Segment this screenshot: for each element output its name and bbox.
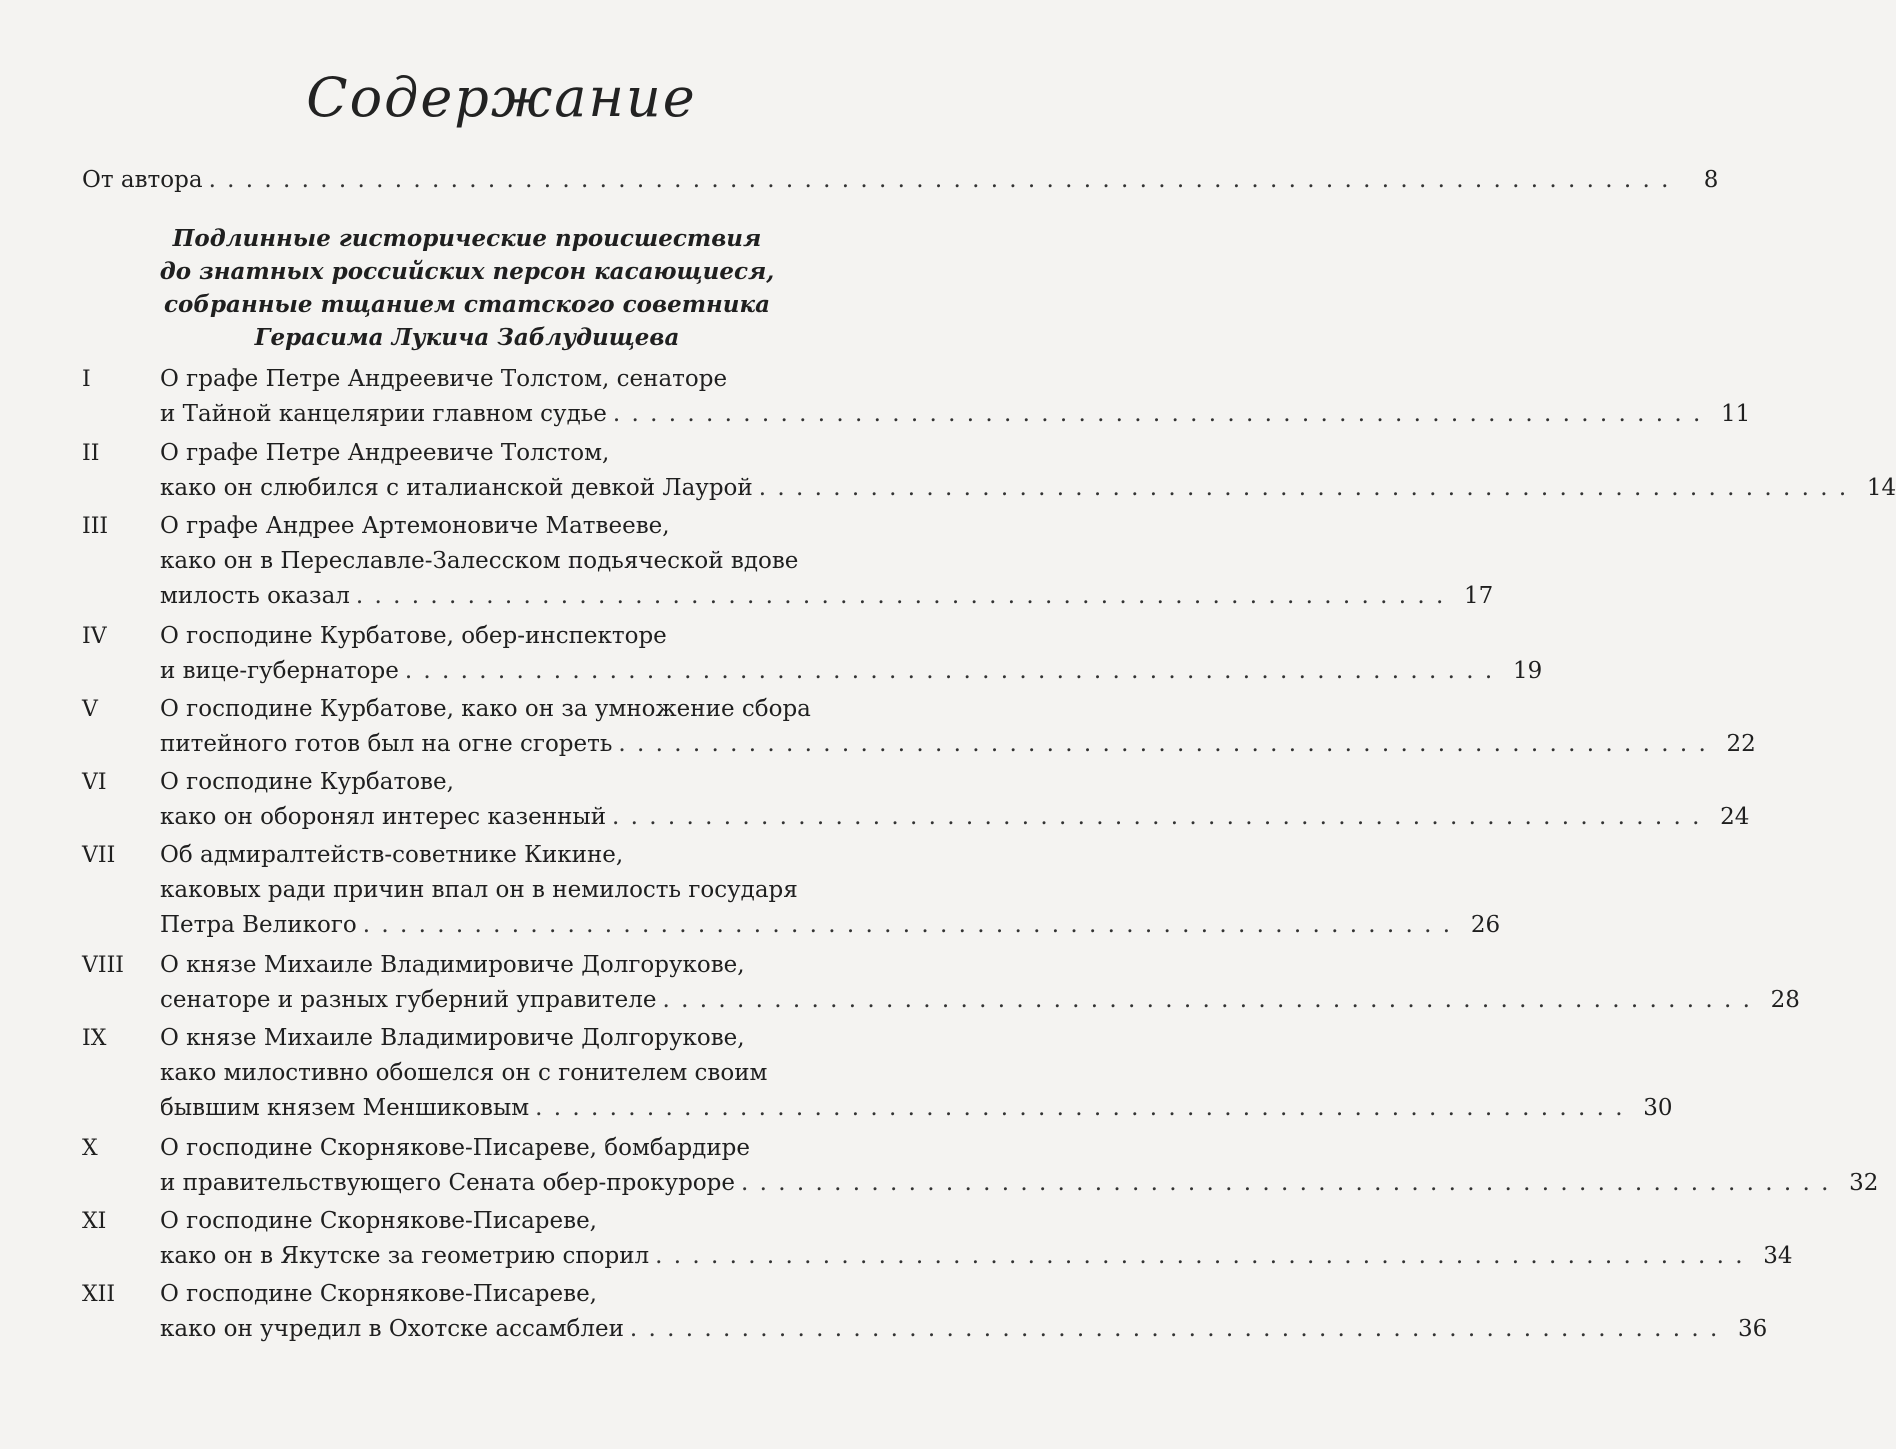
chapter-number: III <box>82 514 109 539</box>
dot-leader: . . . . . . . . . . . . . . . . . . . . . . . . . . . . . . . . . . . . . . . . . . . . . . . . . . . . . . . . . . . <box>758 475 1849 501</box>
chapter-number: VII <box>82 843 116 868</box>
chapter-number: V <box>82 697 98 722</box>
page-number: 8 <box>1703 167 1719 193</box>
toc-entry-line: каковых ради причин впал он в немилость государя <box>160 877 798 903</box>
chapter-number: X <box>82 1136 98 1161</box>
toc-entry-line: О графе Петре Андреевиче Толстом, сенаторе <box>160 366 728 392</box>
heading-line: Подлинные гисторические происшествия <box>172 225 762 252</box>
toc-entry-line: Петра Великого <box>160 912 357 938</box>
toc-entry-line: О господине Скорнякове-Писареве, бомбардире <box>160 1135 750 1161</box>
toc-entry-line: О князе Михаиле Владимировиче Долгорукове, <box>160 1025 745 1051</box>
page-number: 17 <box>1464 583 1494 609</box>
page-number: 11 <box>1721 401 1751 427</box>
toc-entry-line: сенаторе и разных губерний управителе <box>160 987 657 1013</box>
dot-leader: . . . . . . . . . . . . . . . . . . . . . . . . . . . . . . . . . . . . . . . . . . . . . . . . . . . . . . . . . . . <box>355 583 1446 609</box>
heading-line: Герасима Лукича Заблудищева <box>254 324 680 351</box>
chapter-number: IV <box>82 624 107 649</box>
heading-line: до знатных российских персон касающиеся, <box>159 258 775 285</box>
toc-entry-line: О графе Петре Андреевиче Толстом, <box>160 440 610 466</box>
chapter-number: VI <box>82 770 107 795</box>
toc-entry-line: како он в Переславле-Залесском подьяческой вдове <box>160 548 799 574</box>
chapter-number: IX <box>82 1026 107 1051</box>
page-number: 24 <box>1720 804 1750 830</box>
chapter-number: VIII <box>82 953 124 978</box>
page-title: Содержание <box>306 66 697 129</box>
dot-leader: . . . . . . . . . . . . . . . . . . . . . . . . . . . . . . . . . . . . . . . . . . . . . . . . . . . . . . . . . . . <box>655 1243 1745 1269</box>
chapter-number: XI <box>82 1209 107 1234</box>
toc-entry-line: милость оказал <box>160 583 350 609</box>
page-number: 26 <box>1470 912 1501 938</box>
toc-entry-line: О графе Андрее Артемоновиче Матвееве, <box>160 513 670 539</box>
toc-entry-line: О господине Скорнякове-Писареве, <box>160 1208 597 1234</box>
toc-entry-line: Об адмиралтейств-советнике Кикине, <box>160 842 624 868</box>
section-heading <box>82 222 852 354</box>
dot-leader: . . . . . . . . . . . . . . . . . . . . . . . . . . . . . . . . . . . . . . . . . . . . . . . . . . . . . . . . . . . <box>740 1170 1831 1196</box>
toc-entry-text: От автора <box>82 167 203 193</box>
dot-leader: . . . . . . . . . . . . . . . . . . . . . . . . . . . . . . . . . . . . . . . . . . . . . . . . . . . . . . . . . . . <box>612 804 1702 830</box>
toc-entry-line: како милостивно обошелся он с гонителем своим <box>160 1060 768 1086</box>
toc-entry-line: како он слюбился с италианской девкой Лаурой <box>160 475 753 501</box>
chapter-number: II <box>82 441 100 466</box>
page-number: 28 <box>1770 987 1800 1013</box>
dot-leader: . . . . . . . . . . . . . . . . . . . . . . . . . . . . . . . . . . . . . . . . . . . . . . . . . . . . . . . . . . . <box>362 912 1453 938</box>
page-number: 22 <box>1726 731 1756 757</box>
dot-leader: . . . . . . . . . . . . . . . . . . . . . . . . . . . . . . . . . . . . . . . . . . . . . . . . . . . . . . . . . . . <box>629 1316 1720 1342</box>
toc-entry-line: бывшим князем Меншиковым <box>160 1095 530 1121</box>
dot-leader: . . . . . . . . . . . . . . . . . . . . . . . . . . . . . . . . . . . . . . . . . . . . . . . . . . . . . . . . . . . <box>535 1095 1625 1121</box>
heading-line: собранные тщанием статского советника <box>164 291 770 318</box>
page-number: 32 <box>1849 1170 1879 1196</box>
toc-entry-line: и вице-губернаторе <box>160 658 399 684</box>
toc-entry-line: како он оборонял интерес казенный <box>160 804 607 830</box>
page-number: 14 <box>1866 475 1896 501</box>
toc-entry-line: О господине Курбатове, како он за умножение сбора <box>160 696 811 722</box>
page-number: 19 <box>1512 658 1543 684</box>
toc-entry-line: и Тайной канцелярии главном судье <box>160 401 607 427</box>
toc-entry-author[interactable] <box>82 163 1719 198</box>
dot-leader: . . . . . . . . . . . . . . . . . . . . . . . . . . . . . . . . . . . . . . . . . . . . . . . . . . . . . . . . . . . <box>612 401 1703 427</box>
dot-leader: . . . . . . . . . . . . . . . . . . . . . . . . . . . . . . . . . . . . . . . . . . . . . . . . . . . . . . . . . . . <box>618 731 1708 757</box>
dot-leader: . . . . . . . . . . . . . . . . . . . . . . . . . . . . . . . . . . . . . . . . . . . . . . . . . . . . . . . . . . . <box>662 987 1752 1013</box>
page-number: 30 <box>1643 1095 1673 1121</box>
dot-leader: . . . . . . . . . . . . . . . . . . . . . . . . . . . . . . . . . . . . . . . . . . . . . . . . . . . . . . . . . . . . . . . . . . . . . . . . . . . . . . . <box>208 167 1671 193</box>
page-number: 34 <box>1763 1243 1793 1269</box>
toc-entry-line: како он учредил в Охотске ассамблеи <box>160 1316 624 1342</box>
page-number: 36 <box>1738 1316 1768 1342</box>
toc-entry-line: и правительствующего Сената обер-прокуроре <box>160 1170 735 1196</box>
chapter-number: XII <box>82 1282 116 1307</box>
toc-entry-line: О господине Скорнякове-Писареве, <box>160 1281 597 1307</box>
toc-entry-line: питейного готов был на огне сгореть <box>160 731 613 757</box>
toc-entry-line: О князе Михаиле Владимировиче Долгорукове, <box>160 952 745 978</box>
chapter-number: I <box>82 367 91 392</box>
toc-entry-line: како он в Якутске за геометрию спорил <box>160 1243 650 1269</box>
dot-leader: . . . . . . . . . . . . . . . . . . . . . . . . . . . . . . . . . . . . . . . . . . . . . . . . . . . . . . . . . . . <box>404 658 1495 684</box>
toc-entry-line: О господине Курбатове, <box>160 769 454 795</box>
toc-entry-line: О господине Курбатове, обер-инспекторе <box>160 623 667 649</box>
